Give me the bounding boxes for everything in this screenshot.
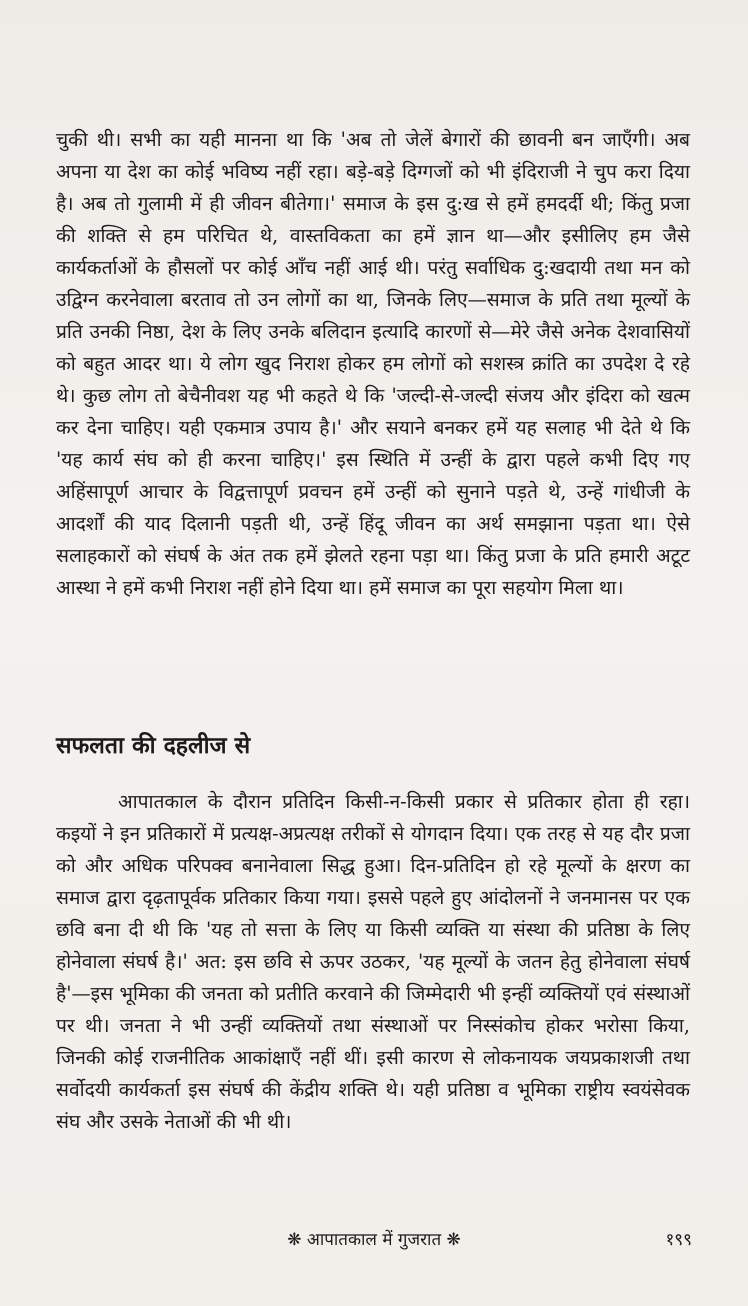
body-paragraph: चुकी थी। सभी का यही मानना था कि 'अब तो जेलें बेगारों की छावनी बन जाएँगी। अब अपना या देश का कोई भविष्य नहीं रहा। बड़े-बड़े दिग्गजों को भी इंदिराजी ने चुप करा दिया है। अब तो गुलामी में ही जीवन बीतेगा।' समाज के इस दु:ख से हमें हमदर्दी थी; किंतु प्रजा की शक्ति से हम परिचित थे, वास्तविकता का हमें ज्ञान था—और इसीलिए हम जैसे कार्यकर्ताओं के हौसलों पर कोई आँच नहीं आई थी। परंतु सर्वाधिक दु:खदायी तथा मन को उद्विग्न करनेवाला बरताव तो उन लोगों का था, जिनके लिए—समाज के प्रति तथा मूल्यों के प्रति उनकी निष्ठा, देश के लिए उनके बलिदान इत्यादि कारणों से—मेरे जैसे अनेक देशवासियों को बहुत आदर था। ये लोग खुद निराश होकर हम लोगों को सशस्त्र क्रांति का उपदेश दे रहे थे। कुछ लोग तो बेचैनीवश यह भी कहते थे कि 'जल्दी-से-जल्दी संजय और इंदिरा को खत्म कर देना चाहिए। यही एकमात्र उपाय है।' और सयाने बनकर हमें यह सलाह भी देते थे कि 'यह कार्य संघ को ही करना चाहिए।' इस स्थिति में उन्हीं के द्वारा पहले कभी दिए गए अहिंसापूर्ण आचार के विद्वत्तापूर्ण प्रवचन हमें उन्हीं को सुनाने पड़ते थे, उन्हें गांधीजी के आदर्शों की याद दिलानी पड़ती थी, उन्हें हिंदू जीवन का अर्थ समझाना पड़ता था। ऐसे सलाहकारों को संघर्ष के अंत तक हमें झेलते रहना पड़ा था। किंतु प्रजा के प्रति हमारी अटूट आस्था ने हमें कभी निराश नहीं होने दिया था। हमें समाज का पूरा सहयोग मिला था।: [56, 128, 690, 599]
section-heading: सफलता की दहलीज से: [56, 733, 251, 759]
running-footer-title: ❋ आपातकाल में गुजरात ❋: [287, 1230, 461, 1250]
body-paragraph: आपातकाल के दौरान प्रतिदिन किसी-न-किसी प्रकार से प्रतिकार होता ही रहा। कइयों ने इन प्रतिकारों में प्रत्यक्ष-अप्रत्यक्ष तरीकों से योगदान दिया। एक तरह से यह दौर प्रजा को और अधिक परिपक्व बनानेवाला सिद्ध हुआ। दिन-प्रतिदिन हो रहे मूल्यों के क्षरण का समाज द्वारा दृढ़तापूर्वक प्रतिकार किया गया। इससे पहले हुए आंदोलनों ने जनमानस पर एक छवि बना दी थी कि 'यह तो सत्ता के लिए या किसी व्यक्ति या संस्था की प्रतिष्ठा के लिए होनेवाला संघर्ष है।' अत: इस छवि से ऊपर उठकर, 'यह मूल्यों के जतन हेतु होनेवाला संघर्ष है'—इस भूमिका की जनता को प्रतीति करवाने की जिम्मेदारी भी इन्हीं व्यक्तियों एवं संस्थाओं पर थी। जनता ने भी उन्हीं व्यक्तियों तथा संस्थाओं पर निस्संकोच होकर भरोसा किया, जिनकी कोई राजनीतिक आकांक्षाएँ नहीं थीं। इसी कारण से लोकनायक जयप्रकाशजी तथा सर्वोदयी कार्यकर्ता इस संघर्ष की केंद्रीय शक्ति थे। यही प्रतिष्ठा व भूमिका राष्ट्रीय स्वयंसेवक संघ और उसके नेताओं की भी थी।: [56, 790, 690, 1133]
page-number: १९९: [665, 1230, 692, 1250]
